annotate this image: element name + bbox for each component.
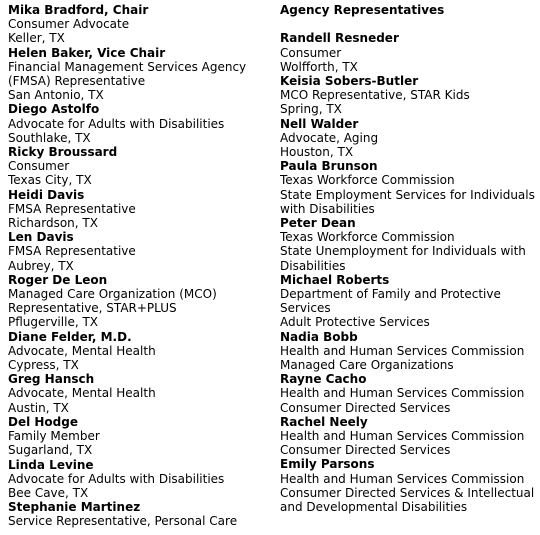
member-detail: Cypress, TX [8,358,79,373]
member-entry [8,230,270,273]
member-detail: Pflugerville, TX [8,315,98,330]
member-detail: Health and Human Services Commission [280,343,525,358]
member-detail: Consumer [8,159,70,174]
member-name: Mika Bradford, Chair [8,3,149,17]
member-detail: Department of Family and Protective Services [280,287,501,316]
member-detail: Service Representative, Personal Care [8,514,238,529]
member-list-left [8,3,270,529]
member-entry [280,216,536,273]
member-name: Diane Felder, M.D. [8,329,132,344]
member-detail: FMSA Representative [8,244,136,259]
member-name: Rachel Neely [280,414,368,429]
member-detail: Texas Workforce Commission [280,173,455,188]
member-detail: Advocate for Adults with Disabilities [8,471,225,486]
member-entry [8,3,270,46]
agency-representatives-heading: Agency Representatives [280,3,445,17]
member-name: Keisia Sobers-Butler [280,74,419,88]
member-name: Helen Baker, Vice Chair [8,45,166,60]
heading-spacer [280,17,536,31]
member-name: Greg Hansch [8,372,95,387]
member-name: Linda Levine [8,457,94,472]
member-name: Nell Walder [280,116,359,131]
member-detail: Consumer [280,45,342,60]
member-detail: Southlake, TX [8,130,91,145]
member-name: Stephanie Martinez [8,500,141,515]
member-name: Diego Astolfo [8,102,100,117]
member-detail: Consumer Directed Services & Intellectual and Developmental Disabilities [280,485,535,515]
member-name: Heidi Davis [8,187,85,202]
member-detail: Advocate, Mental Health [8,386,156,401]
member-detail: State Unemployment for Individuals with Disabilities [280,244,526,273]
member-detail: Aubrey, TX [8,258,74,273]
member-name: Len Davis [8,230,74,245]
member-detail: Representative, STAR+PLUS [8,301,177,316]
member-entry [8,330,270,373]
member-name: Emily Parsons [280,457,375,472]
member-detail: Managed Care Organization (MCO) [8,287,217,302]
member-detail: Managed Care Organizations [280,358,454,373]
member-entry [280,330,536,373]
member-name: Paula Brunson [280,159,378,174]
member-detail: Spring, TX [280,102,342,117]
member-detail: Sugarland, TX [8,443,93,458]
member-entry [280,31,536,74]
member-detail: San Antonio, TX [8,88,104,103]
member-detail: Austin, TX [8,400,69,415]
member-detail: Health and Human Services Commission [280,471,525,486]
member-entry [280,74,536,117]
member-detail: (FMSA) Representative [8,74,146,89]
member-detail: Health and Human Services Commission [280,429,525,444]
member-entry [8,188,270,231]
member-detail: Bee Cave, TX [8,485,89,500]
member-detail: Houston, TX [280,145,354,160]
member-detail: MCO Representative, STAR Kids [280,88,470,103]
member-detail: Advocate, Mental Health [8,343,156,358]
member-detail: Consumer Directed Services [280,400,451,415]
member-detail: Family Member [8,429,100,444]
member-entry [280,159,536,216]
member-detail: Health and Human Services Commission [280,386,525,401]
member-entry [8,145,270,188]
member-detail: Advocate, Aging [280,130,379,145]
member-name: Randell Resneder [280,31,399,46]
member-detail: Texas Workforce Commission [280,230,455,245]
member-entry [8,273,270,330]
member-name: Peter Dean [280,216,356,231]
member-entry [8,372,270,415]
member-detail: Adult Protective Services [280,315,430,330]
member-entry [8,46,270,103]
member-name: Del Hodge [8,414,78,429]
member-name: Roger De Leon [8,272,108,287]
member-detail: Consumer Directed Services [280,443,451,458]
member-name: Rayne Cacho [280,372,367,387]
member-detail: Consumer Advocate [8,17,130,32]
member-entry [280,117,536,160]
member-entry [280,415,536,458]
member-entry [8,500,270,528]
member-name: Michael Roberts [280,272,390,287]
member-entry [8,415,270,458]
member-list-right [280,3,536,514]
member-detail: FMSA Representative [8,201,136,216]
member-entry [8,102,270,145]
member-detail: Texas City, TX [8,173,92,188]
member-detail: Richardson, TX [8,216,98,231]
member-entry [280,273,536,330]
member-detail: Wolfforth, TX [280,59,358,74]
member-entry [280,372,536,415]
member-name: Ricky Broussard [8,145,118,160]
member-detail: Financial Management Services Agency [8,59,247,74]
agency-representatives-list [280,31,536,514]
member-entry [280,457,536,514]
member-detail: Advocate for Adults with Disabilities [8,116,225,131]
member-entry [8,458,270,501]
member-detail: Keller, TX [8,31,65,46]
member-name: Nadia Bobb [280,329,358,344]
member-detail: State Employment Services for Individuals with Disabilities [280,187,535,216]
